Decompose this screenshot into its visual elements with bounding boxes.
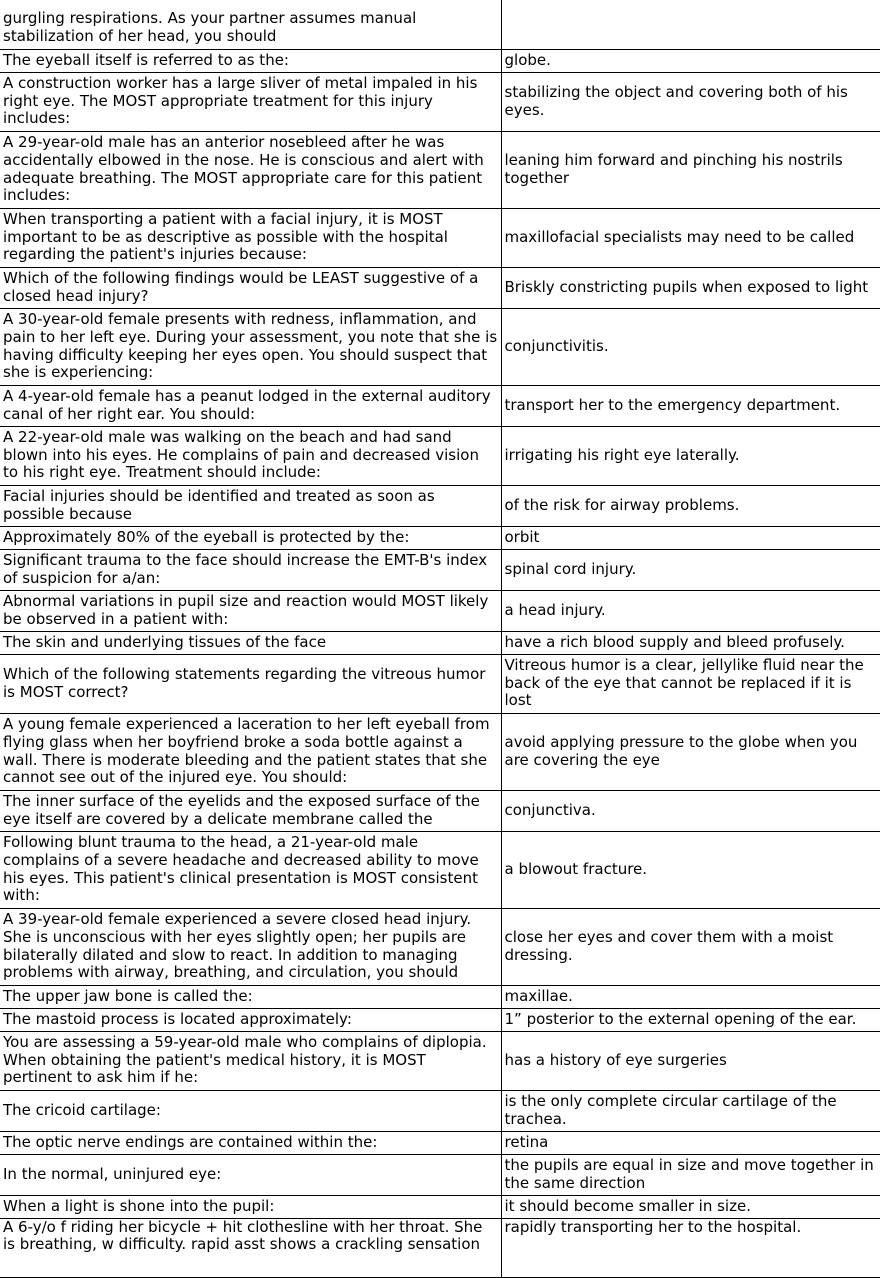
answer-cell: maxillae. [501,985,880,1008]
question-cell: A construction worker has a large sliver of metal impaled in his right eye. The MOST appropriate treatment for this injury includes: [0,72,501,131]
question-cell: In the normal, uninjured eye: [0,1154,501,1195]
table-row [0,1031,880,1090]
question-cell: A 30-year-old female presents with redness, inflammation, and pain to her left eye. During your assessment, you note that she is having difficulty keeping her eyes open. You should suspect that she is experiencing: [0,308,501,385]
question-cell: The eyeball itself is referred to as the: [0,49,501,72]
question-cell: A 39-year-old female experienced a severe closed head injury. She is unconscious with her eyes slightly open; her pupils are bilaterally dilated and slow to react. In addition to managing problems with airway, breathing, and circulation, you should [0,908,501,985]
answer-cell: leaning him forward and pinching his nostrils together [501,131,880,208]
question-cell: The inner surface of the eyelids and the exposed surface of the eye itself are covered by a delicate membrane called the [0,790,501,831]
question-cell: Which of the following statements regarding the vitreous humor is MOST correct? [0,654,501,713]
table-row [0,631,880,654]
question-cell: Following blunt trauma to the head, a 21-year-old male complains of a severe headache and decreased ability to move his eyes. This patient's clinical presentation is MOST consistent with: [0,831,501,908]
question-cell: Abnormal variations in pupil size and reaction would MOST likely be observed in a patient with: [0,590,501,631]
answer-cell: globe. [501,49,880,72]
answer-cell: stabilizing the object and covering both of his eyes. [501,72,880,131]
question-cell: The upper jaw bone is called the: [0,985,501,1008]
table-row [0,985,880,1008]
table-row [0,1131,880,1154]
table-row [0,526,880,549]
table-row [0,426,880,485]
question-cell: When transporting a patient with a facial injury, it is MOST important to be as descriptive as possible with the hospital regarding the patient's injuries because: [0,208,501,267]
question-cell: A young female experienced a laceration to her left eyeball from flying glass when her boyfriend broke a soda bottle against a wall. There is moderate bleeding and the patient states that she cannot see out of the injured eye. You should: [0,713,501,790]
question-cell: The mastoid process is located approximately: [0,1008,501,1031]
answer-cell: orbit [501,526,880,549]
answer-cell: a head injury. [501,590,880,631]
answer-cell [501,0,880,49]
table-row [0,790,880,831]
question-cell: Which of the following findings would be LEAST suggestive of a closed head injury? [0,267,501,308]
table-row [0,485,880,526]
answer-cell: spinal cord injury. [501,549,880,590]
answer-cell: close her eyes and cover them with a moist dressing. [501,908,880,985]
table-row [0,549,880,590]
answer-cell: transport her to the emergency department. [501,385,880,426]
answer-cell: conjunctiva. [501,790,880,831]
table-row [0,385,880,426]
answer-cell: has a history of eye surgeries [501,1031,880,1090]
answer-cell: rapidly transporting her to the hospital. [501,1218,880,1277]
answer-cell: avoid applying pressure to the globe when you are covering the eye [501,713,880,790]
table-row [0,908,880,985]
question-cell: A 6-y/o f riding her bicycle + hit clothesline with her throat. She is breathing, w difficulty. rapid asst shows a crackling sensation [0,1218,501,1277]
answer-cell: 1” posterior to the external opening of the ear. [501,1008,880,1031]
table-row [0,0,880,49]
question-cell: You are assessing a 59-year-old male who complains of diplopia. When obtaining the patient's medical history, it is MOST pertinent to ask him if he: [0,1031,501,1090]
question-cell: The cricoid cartilage: [0,1090,501,1131]
answer-cell: is the only complete circular cartilage of the trachea. [501,1090,880,1131]
question-cell: gurgling respirations. As your partner assumes manual stabilization of her head, you should [0,0,501,49]
table-row [0,831,880,908]
table-row [0,590,880,631]
answer-cell: maxillofacial specialists may need to be called [501,208,880,267]
table-row [0,72,880,131]
table-row [0,654,880,713]
table-row [0,1154,880,1195]
answer-cell: it should become smaller in size. [501,1195,880,1218]
answer-cell: have a rich blood supply and bleed profusely. [501,631,880,654]
answer-cell: the pupils are equal in size and move together in the same direction [501,1154,880,1195]
question-cell: A 22-year-old male was walking on the beach and had sand blown into his eyes. He complains of pain and decreased vision to his right eye. Treatment should include: [0,426,501,485]
table-row [0,131,880,208]
table-row [0,1090,880,1131]
answer-cell: of the risk for airway problems. [501,485,880,526]
table-row [0,713,880,790]
question-cell: A 4-year-old female has a peanut lodged in the external auditory canal of her right ear. You should: [0,385,501,426]
table-row [0,1195,880,1218]
question-cell: When a light is shone into the pupil: [0,1195,501,1218]
table-row [0,1218,880,1277]
table-row [0,208,880,267]
table-row [0,267,880,308]
table-row [0,1008,880,1031]
question-cell: Approximately 80% of the eyeball is protected by the: [0,526,501,549]
answer-cell: Briskly constricting pupils when exposed to light [501,267,880,308]
answer-cell: Vitreous humor is a clear, jellylike fluid near the back of the eye that cannot be replaced if it is lost [501,654,880,713]
answer-cell: a blowout fracture. [501,831,880,908]
question-cell: A 29-year-old male has an anterior nosebleed after he was accidentally elbowed in the nose. He is conscious and alert with adequate breathing. The MOST appropriate care for this patient includes: [0,131,501,208]
answer-cell: irrigating his right eye laterally. [501,426,880,485]
question-cell: The skin and underlying tissues of the face [0,631,501,654]
question-cell: Facial injuries should be identified and treated as soon as possible because [0,485,501,526]
question-cell: Significant trauma to the face should increase the EMT-B's index of suspicion for a/an: [0,549,501,590]
answer-cell: conjunctivitis. [501,308,880,385]
table-row [0,49,880,72]
answer-cell: retina [501,1131,880,1154]
question-cell: The optic nerve endings are contained within the: [0,1131,501,1154]
table-row [0,308,880,385]
